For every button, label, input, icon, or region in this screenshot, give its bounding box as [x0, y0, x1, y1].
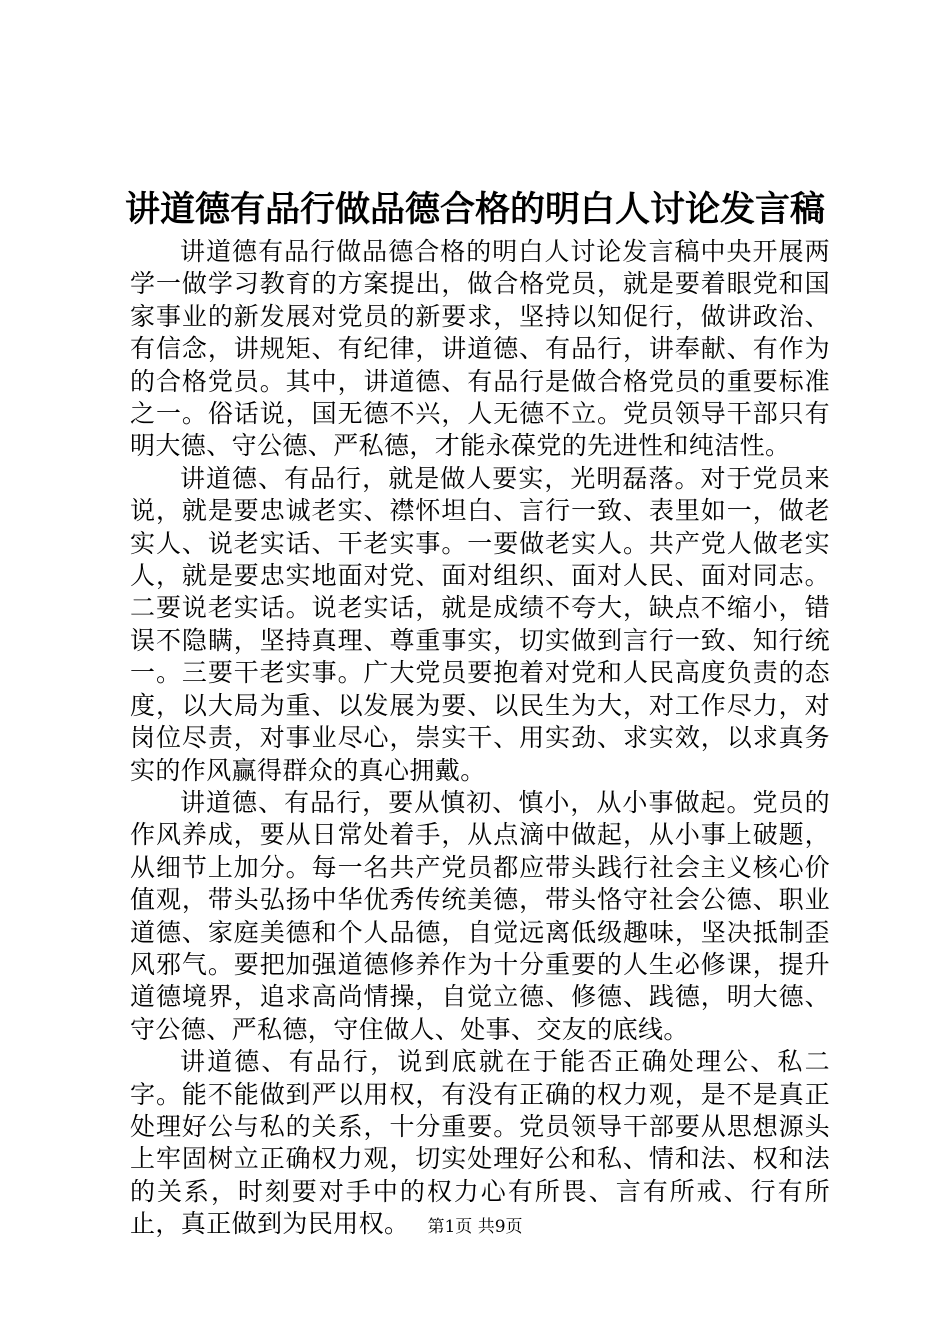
paragraph-1: 讲道德有品行做品德合格的明白人讨论发言稿中央开展两学一做学习教育的方案提出，做合格党员，就是要着眼党和国家事业的新发展对党员的新要求，坚持以知促行，做讲政治、有信念，讲规矩、有纪律，讲道德、有品行，讲奉献、有作为的合格党员。其中，讲道德、有品行是做合格党员的重要标准之一。俗话说，国无德不兴，人无德不立。党员领导干部只有明大德、守公德、严私德，才能永葆党的先进性和纯洁性。 [130, 237, 830, 461]
document-title: 讲道德有品行做品德合格的明白人讨论发言稿 [124, 189, 825, 230]
page-number-footer: 第1页 共9页 [427, 1217, 523, 1237]
paragraph-2: 讲道德、有品行，就是做人要实，光明磊落。对于党员来说，就是要忠诚老实、襟怀坦白、言行一致、表里如一，做老实人、说老实话、干老实事。一要做老实人。共产党人做老实人，就是要忠实地面对党、面对组织、面对人民、面对同志。二要说老实话。说老实话，就是成绩不夸大，缺点不缩小，错误不隐瞒，坚持真理、尊重事实，切实做到言行一致、知行统一。三要干老实事。广大党员要抱着对党和人民高度负责的态度，以大局为重、以发展为要、以民生为大，对工作尽力，对岗位尽责，对事业尽心，崇实干、用实劲、求实效，以求真务实的作风赢得群众的真心拥戴。 [130, 463, 830, 785]
document-body [130, 236, 830, 1241]
paragraph-3: 讲道德、有品行，要从慎初、慎小，从小事做起。党员的作风养成，要从日常处着手，从点滴中做起，从小事上破题，从细节上加分。每一名共产党员都应带头践行社会主义核心价值观，带头弘扬中华优秀传统美德，带头恪守社会公德、职业道德、家庭美德和个人品德，自觉远离低级趣味，坚决抵制歪风邪气。要把加强道德修养作为十分重要的人生必修课，提升道德境界，追求高尚情操，自觉立德、修德、践德，明大德、守公德、严私德，守住做人、处事、交友的底线。 [130, 787, 830, 1044]
paragraph-4: 讲道德、有品行，说到底就在于能否正确处理公、私二字。能不能做到严以用权，有没有正确的权力观，是不是真正处理好公与私的关系，十分重要。党员领导干部要从思想源头上牢固树立正确权力观，切实处理好公和私、情和法、权和法的关系，时刻要对手中的权力心有所畏、言有所戒、行有所止，真正做到为民用权。 [130, 1047, 830, 1239]
